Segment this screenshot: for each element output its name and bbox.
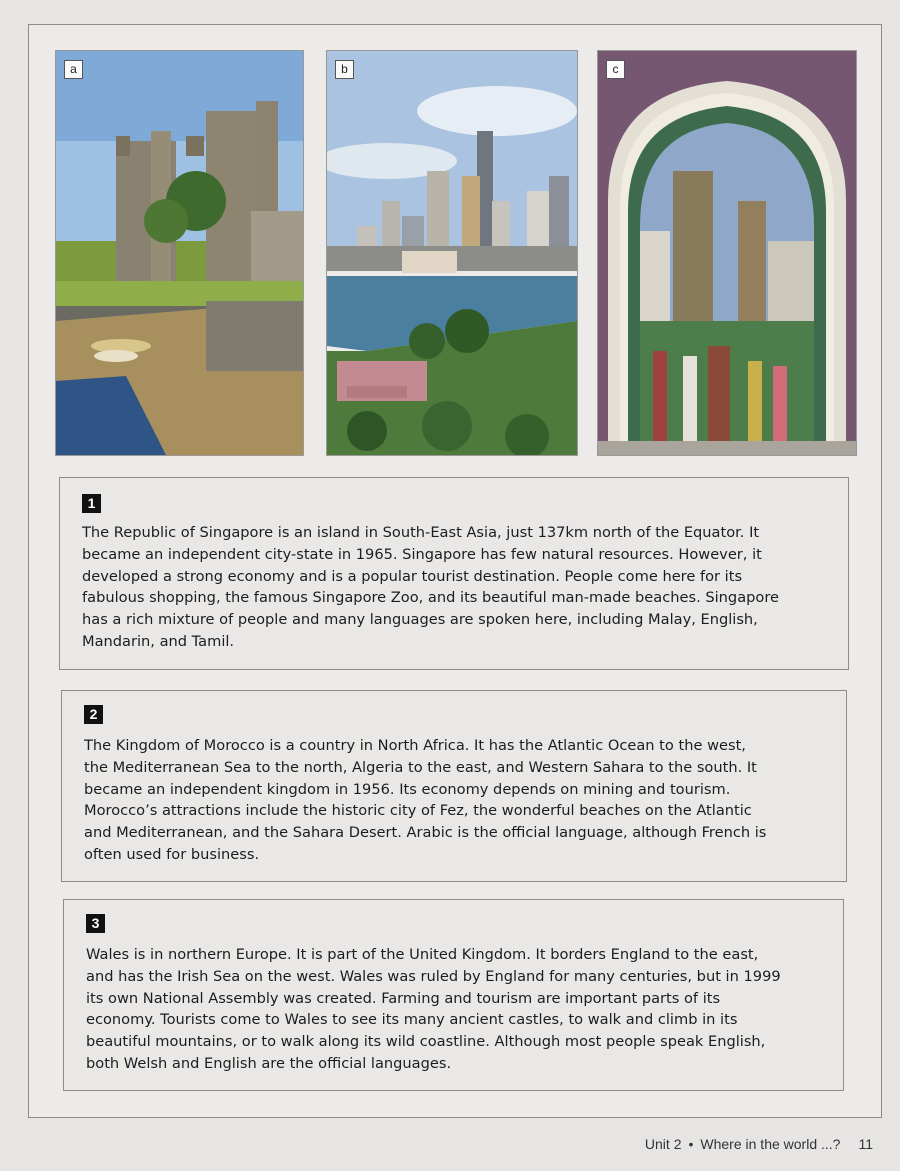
page-footer bbox=[645, 1136, 873, 1152]
paragraph-line: Mandarin, and Tamil. bbox=[82, 632, 235, 650]
paragraph-line: Morocco’s attractions include the historic city of Fez, the wonderful beaches on the Atlantic bbox=[84, 802, 752, 820]
page-number: 11 bbox=[858, 1136, 873, 1152]
paragraph-line: developed a strong economy and is a popular tourist destination. People come here for its bbox=[82, 567, 743, 585]
section-number-3: 3 bbox=[86, 914, 105, 933]
footer-title: Where in the world ...? bbox=[700, 1136, 841, 1152]
paragraph-line: The Republic of Singapore is an island in South-East Asia, just 137km north of the Equator. It bbox=[82, 524, 760, 541]
paragraph-line: and has the Irish Sea on the west. Wales was ruled by England for many centuries, but in 1999 bbox=[86, 967, 781, 985]
city-skyline-image bbox=[327, 51, 577, 455]
section-box-1 bbox=[59, 477, 849, 670]
section-number-2: 2 bbox=[84, 705, 103, 724]
paragraph-line: and Mediterranean, and the Sahara Desert. Arabic is the official language, although French is bbox=[84, 824, 767, 842]
paragraph-line: The Kingdom of Morocco is a country in North Africa. It has the Atlantic Ocean to the west, bbox=[84, 737, 746, 754]
paragraph-line: both Welsh and English are the official languages. bbox=[86, 1054, 452, 1072]
paragraph-line: beautiful mountains, or to walk along its wild coastline. Although most people speak English, bbox=[86, 1033, 766, 1051]
section-number-1: 1 bbox=[82, 494, 101, 513]
paragraph-line: the Mediterranean Sea to the north, Algeria to the east, and Western Sahara to the south. It bbox=[84, 758, 757, 776]
section-box-3 bbox=[63, 899, 844, 1091]
footer-unit: Unit 2 bbox=[644, 1136, 682, 1152]
castle-coast-image bbox=[56, 51, 303, 455]
paragraph-line: became an independent kingdom in 1956. Its economy depends on mining and tourism. bbox=[84, 780, 731, 798]
photo-c-label: c bbox=[606, 60, 625, 79]
section-paragraph-2 bbox=[84, 735, 826, 866]
moorish-gate-image bbox=[598, 51, 856, 455]
photo-c-gate bbox=[597, 50, 857, 456]
photo-b-skyline bbox=[326, 50, 578, 456]
paragraph-line: has a rich mixture of people and many languages are spoken here, including Malay, English, bbox=[82, 611, 758, 629]
paragraph-line: often used for business. bbox=[84, 845, 260, 863]
photo-a-castle bbox=[55, 50, 304, 456]
paragraph-line: economy. Tourists come to Wales to see its many ancient castles, to walk and climb in its bbox=[86, 1011, 738, 1029]
paragraph-line: fabulous shopping, the famous Singapore Zoo, and its beautiful man-made beaches. Singapore bbox=[82, 589, 779, 607]
footer-separator: • bbox=[688, 1136, 694, 1152]
photo-b-label: b bbox=[335, 60, 354, 79]
section-box-2 bbox=[61, 690, 847, 882]
paragraph-line: its own National Assembly was created. Farming and tourism are important parts of its bbox=[86, 989, 721, 1007]
paragraph-line: became an independent city-state in 1965. Singapore has few natural resources. However, it bbox=[82, 545, 762, 563]
paragraph-line: Wales is in northern Europe. It is part of the United Kingdom. It borders England to the east, bbox=[86, 946, 759, 963]
photo-a-label: a bbox=[64, 60, 83, 79]
section-paragraph-3 bbox=[86, 944, 823, 1075]
section-paragraph-1 bbox=[82, 522, 828, 653]
